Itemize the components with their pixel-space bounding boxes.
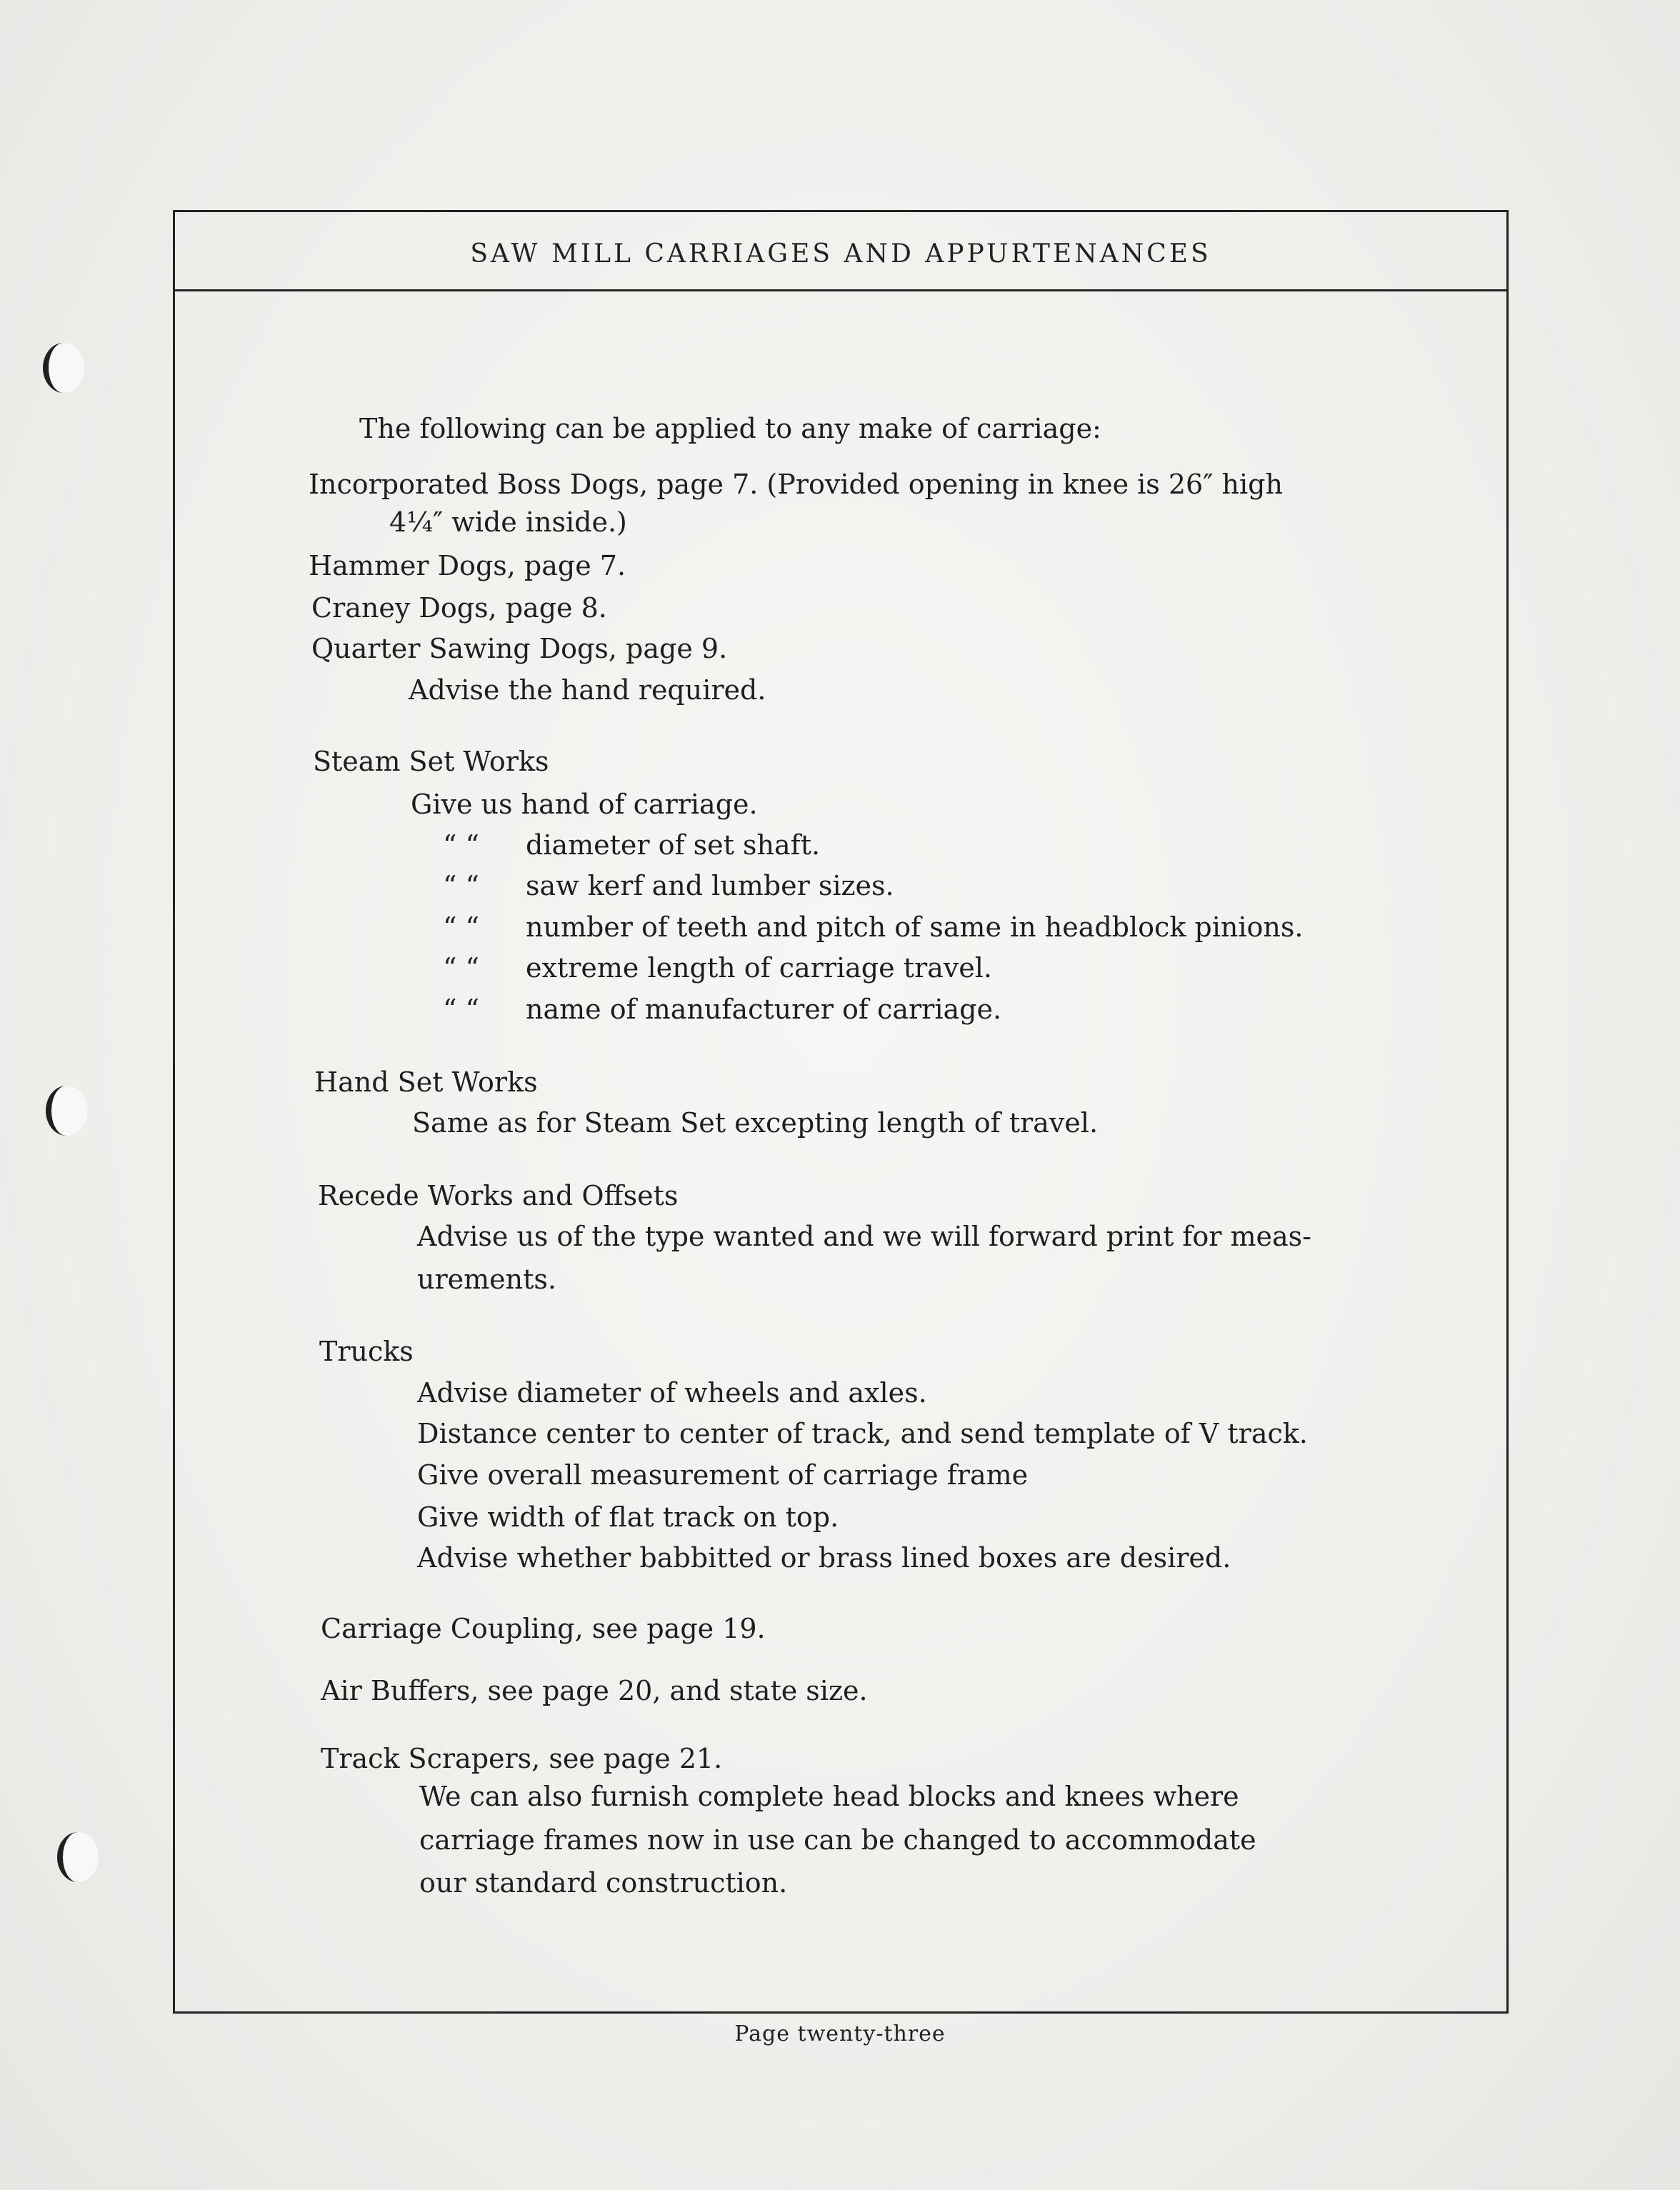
hammer-dogs: Hammer Dogs, page 7. (309, 550, 626, 581)
steam-set-item: “ “ number of teeth and pitch of same in headblock pinions. (443, 911, 1304, 943)
ditto-mark: “ “ (443, 829, 479, 861)
steam-set-works-heading: Steam Set Works (313, 746, 549, 777)
hand-set-works-note: Same as for Steam Set excepting length of travel. (412, 1107, 1099, 1139)
ditto-mark: “ “ (443, 952, 479, 984)
steam-set-item: “ “ diameter of set shaft. (443, 829, 821, 861)
recede-works-line-1: Advise us of the type wanted and we will forward print for meas- (417, 1221, 1312, 1252)
page-number: Page twenty-three (734, 2021, 946, 2046)
quarter-sawing-note: Advise the hand required. (409, 674, 766, 706)
trucks-item: Advise diameter of wheels and axles. (417, 1377, 927, 1409)
steam-set-works-intro: Give us hand of carriage. (411, 789, 758, 820)
boss-dogs-line-2: 4¼″ wide inside.) (389, 506, 627, 538)
ditto-mark: “ “ (443, 870, 479, 901)
trucks-heading: Trucks (319, 1336, 414, 1367)
recede-works-line-2: urements. (417, 1264, 556, 1295)
punch-hole (46, 1086, 87, 1136)
punch-hole (57, 1832, 99, 1882)
carriage-coupling: Carriage Coupling, see page 19. (321, 1613, 766, 1644)
hand-set-works-heading: Hand Set Works (314, 1066, 538, 1098)
ditto-mark: “ “ (443, 911, 479, 943)
track-scrapers-heading: Track Scrapers, see page 21. (321, 1743, 723, 1774)
recede-works-heading: Recede Works and Offsets (318, 1180, 679, 1211)
track-scrapers-line-3: our standard construction. (419, 1867, 788, 1899)
page-title: SAW MILL CARRIAGES AND APPURTENANCES (470, 239, 1211, 269)
steam-set-item: “ “ extreme length of carriage travel. (443, 952, 992, 984)
craney-dogs: Craney Dogs, page 8. (311, 592, 607, 624)
steam-set-item: “ “ saw kerf and lumber sizes. (443, 870, 894, 901)
trucks-item: Advise whether babbitted or brass lined boxes are desired. (417, 1542, 1231, 1574)
boss-dogs-line-1: Incorporated Boss Dogs, page 7. (Provided opening in knee is 26″ high (309, 469, 1283, 500)
track-scrapers-line-1: We can also furnish complete head blocks and knees where (419, 1781, 1239, 1812)
punch-hole (43, 343, 84, 393)
quarter-sawing-dogs: Quarter Sawing Dogs, page 9. (311, 633, 728, 664)
track-scrapers-line-2: carriage frames now in use can be changed to accommodate (419, 1824, 1256, 1856)
steam-set-item: “ “ name of manufacturer of carriage. (443, 994, 1002, 1025)
air-buffers: Air Buffers, see page 20, and state size. (321, 1675, 868, 1706)
ditto-mark: “ “ (443, 994, 479, 1025)
header-divider (175, 289, 1506, 291)
trucks-item: Distance center to center of track, and send template of V track. (417, 1418, 1308, 1449)
intro-text: The following can be applied to any make of carriage: (359, 413, 1101, 444)
trucks-item: Give overall measurement of carriage frame (417, 1459, 1029, 1491)
trucks-item: Give width of flat track on top. (417, 1501, 839, 1533)
